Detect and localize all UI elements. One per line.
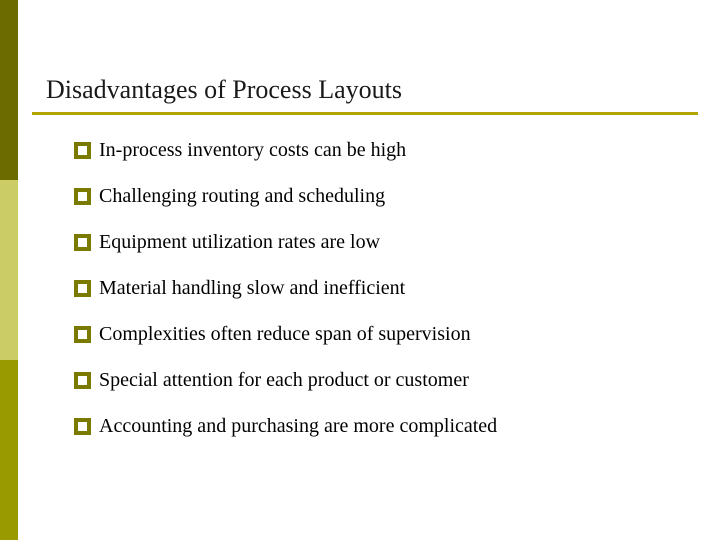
hollow-square-bullet-icon <box>74 326 91 343</box>
hollow-square-bullet-icon <box>74 418 91 435</box>
bullet-text: Material handling slow and inefficient <box>99 276 406 299</box>
bullet-item <box>74 173 497 219</box>
slide-title: Disadvantages of Process Layouts <box>46 75 402 104</box>
bullet-item <box>74 311 497 357</box>
hollow-square-bullet-icon <box>74 280 91 297</box>
bullet-text: Complexities often reduce span of supervision <box>99 322 471 345</box>
hollow-square-bullet-icon <box>74 234 91 251</box>
bullet-item <box>74 219 497 265</box>
bullet-text: Accounting and purchasing are more complicated <box>99 414 498 437</box>
hollow-square-bullet-icon <box>74 372 91 389</box>
bullet-text: Special attention for each product or customer <box>99 368 469 391</box>
bullet-text: Challenging routing and scheduling <box>99 184 386 207</box>
bullet-item <box>74 127 497 173</box>
hollow-square-bullet-icon <box>74 142 91 159</box>
bullet-item <box>74 403 497 449</box>
bullet-item <box>74 265 497 311</box>
bullet-text: In-process inventory costs can be high <box>99 138 407 161</box>
side-band-top <box>0 0 18 180</box>
title-underline <box>32 112 698 115</box>
side-band-middle <box>0 180 18 360</box>
bullet-text: Equipment utilization rates are low <box>99 230 381 253</box>
bullet-item <box>74 357 497 403</box>
side-band-bottom <box>0 360 18 540</box>
hollow-square-bullet-icon <box>74 188 91 205</box>
bullet-list <box>74 127 497 449</box>
